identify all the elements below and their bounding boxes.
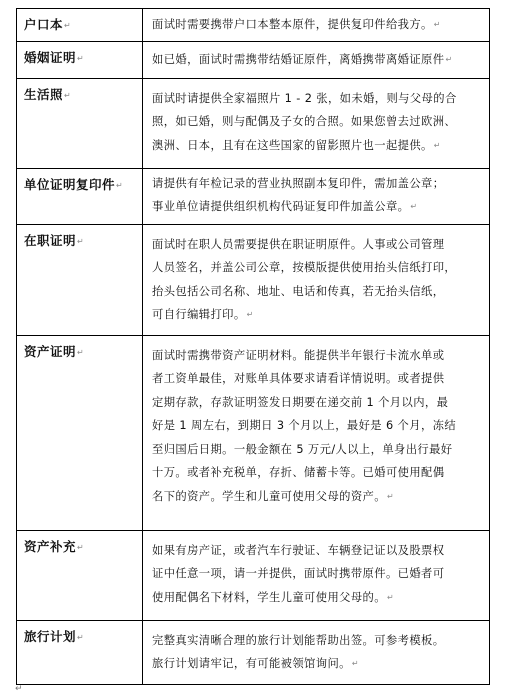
content-line: 请提供有年检记录的营业执照副本复印件，需加盖公章； bbox=[152, 176, 445, 190]
row-label: 资产证明 bbox=[24, 343, 77, 359]
content-line: 面试时需要携带户口本整本原件，提供复印件给我方。↵ bbox=[152, 18, 441, 31]
content-line: 面试时需携带资产证明材料。能提供半年银行卡流水单或 bbox=[152, 348, 445, 362]
content-line: 至归国后日期。一般金额在 5 万元/人以上，单身出行最好 bbox=[152, 442, 453, 456]
paragraph-mark: ↵ bbox=[77, 347, 85, 357]
row-label-cell bbox=[17, 335, 143, 530]
paragraph-mark: ↵ bbox=[445, 54, 453, 64]
content-line: 十万。或者补充税单，存折、储蓄卡等。已婚可使用配偶 bbox=[152, 466, 445, 479]
row-label: 资产补充 bbox=[24, 538, 77, 554]
content-line: 如果有房产证，或者汽车行驶证、车辆登记证以及股票权 bbox=[152, 543, 445, 557]
paragraph-mark: ↵ bbox=[64, 21, 72, 30]
table-row bbox=[17, 620, 490, 684]
paragraph-mark: ↵ bbox=[77, 632, 85, 642]
paragraph-mark: ↵ bbox=[386, 491, 395, 501]
paragraph-mark: ↵ bbox=[77, 53, 85, 63]
paragraph-mark: ↵ bbox=[246, 310, 254, 319]
paragraph-mark: ↵ bbox=[116, 180, 124, 190]
content-line: 名下的资产。学生和儿童可使用父母的资产。↵ bbox=[152, 489, 395, 503]
row-content-cell bbox=[143, 530, 490, 620]
row-label: 在职证明 bbox=[24, 232, 77, 248]
row-content-cell bbox=[143, 41, 490, 78]
row-label-cell bbox=[17, 9, 143, 42]
row-content-cell bbox=[143, 335, 490, 530]
paragraph-mark: ↵ bbox=[64, 90, 72, 100]
paragraph-mark: ↵ bbox=[433, 140, 441, 150]
row-label: 婚姻证明 bbox=[24, 49, 77, 65]
paragraph-mark: ↵ bbox=[386, 592, 395, 602]
visa-requirements-table bbox=[16, 8, 490, 685]
row-content-cell bbox=[143, 78, 490, 168]
paragraph-mark: ↵ bbox=[77, 236, 85, 246]
row-label-cell bbox=[17, 168, 143, 224]
row-label: 生活照 bbox=[24, 86, 64, 102]
content-line: 事业单位请提供组织机构代码证复印件加盖公章。↵ bbox=[152, 200, 418, 213]
row-content-cell bbox=[143, 620, 490, 684]
row-label-cell bbox=[17, 78, 143, 168]
content-line: 完整真实清晰合理的旅行计划能帮助出签。可参考模板。 bbox=[152, 633, 445, 647]
row-content-cell bbox=[143, 9, 490, 42]
row-label-cell bbox=[17, 224, 143, 335]
paragraph-mark: ↵ bbox=[433, 20, 441, 29]
content-line: 好是 1 周左右，到期日 3 个月以上，最好是 6 个月，冻结 bbox=[152, 419, 457, 432]
table-row bbox=[17, 41, 490, 78]
content-line: 人员签名，并盖公司公章，按模版提供使用抬头信纸打印， bbox=[152, 261, 457, 274]
row-label-cell bbox=[17, 620, 143, 684]
table-row bbox=[17, 224, 490, 335]
paragraph-mark: ↵ bbox=[15, 684, 23, 694]
content-line: 如已婚，面试时需携带结婚证原件，离婚携带离婚证原件↵ bbox=[152, 52, 453, 66]
content-line: 使用配偶名下材料，学生儿童可使用父母的。↵ bbox=[152, 590, 395, 604]
row-label: 旅行计划 bbox=[24, 628, 77, 644]
table-row bbox=[17, 168, 490, 224]
content-line: 可自行编辑打印。↵ bbox=[152, 308, 254, 321]
paragraph-mark: ↵ bbox=[351, 659, 359, 668]
content-line: 旅行计划请牢记，有可能被领馆询问。↵ bbox=[152, 657, 359, 670]
content-line: 面试时请提供全家福照片 1 - 2 张，如未婚，则与父母的合 bbox=[152, 91, 457, 105]
content-line: 者工资单最佳，对账单具体要求请看详情说明。或者提供 bbox=[152, 372, 445, 385]
table-row bbox=[17, 78, 490, 168]
content-line: 澳洲、日本，且有在这些国家的留影照片也一起提供。↵ bbox=[152, 138, 441, 152]
row-label-cell bbox=[17, 41, 143, 78]
row-label-cell bbox=[17, 530, 143, 620]
content-line: 照，如已婚，则与配偶及子女的合照。如果您曾去过欧洲、 bbox=[152, 115, 457, 128]
row-label: 户口本 bbox=[24, 17, 64, 32]
row-content-cell bbox=[143, 224, 490, 335]
table-row bbox=[17, 335, 490, 530]
paragraph-mark: ↵ bbox=[77, 542, 85, 552]
content-line: 面试时在职人员需要提供在职证明原件。人事或公司管理 bbox=[152, 237, 445, 251]
content-line: 定期存款，存款证明签发日期要在递交前 1 个月以内，最 bbox=[152, 395, 449, 409]
table-row bbox=[17, 9, 490, 42]
content-line: 证中任意一项，请一并提供，面试时携带原件。已婚者可 bbox=[152, 567, 445, 580]
row-label: 单位证明复印件 bbox=[24, 176, 116, 192]
content-line: 抬头包括公司名称、地址、电话和传真，若无抬头信纸， bbox=[152, 284, 445, 298]
table-row bbox=[17, 530, 490, 620]
row-content-cell bbox=[143, 168, 490, 224]
paragraph-mark: ↵ bbox=[410, 202, 418, 211]
